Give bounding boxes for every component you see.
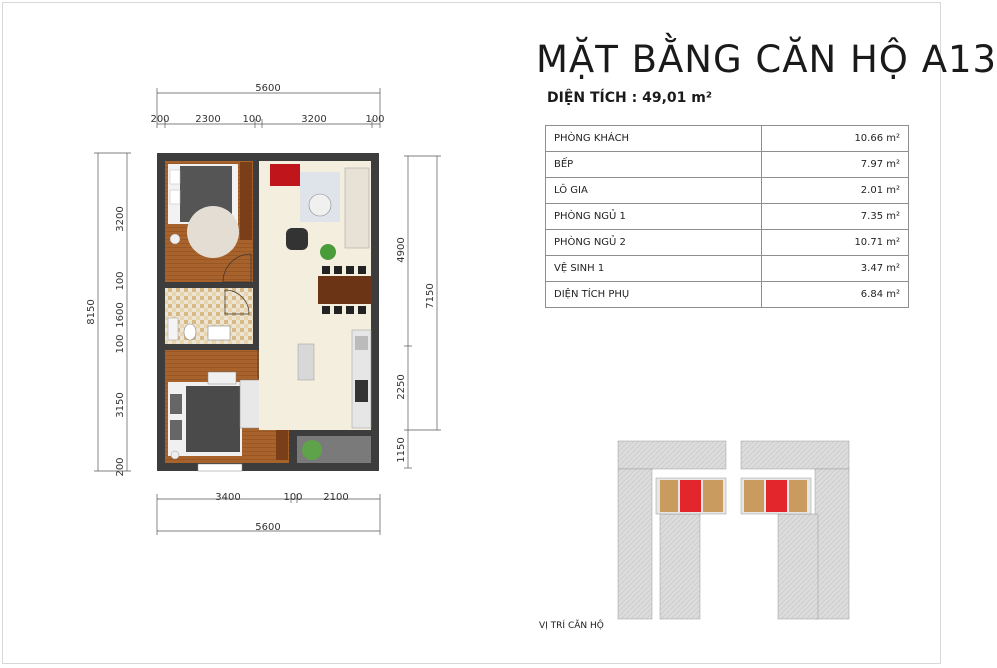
room-name: PHÒNG NGỦ 2 xyxy=(546,230,762,256)
coffee-table xyxy=(309,194,331,216)
neighbor-unit xyxy=(660,480,678,512)
plant xyxy=(320,244,336,260)
cooktop xyxy=(355,380,368,402)
dim-right-part: 1150 xyxy=(396,437,407,463)
dim-left-part: 200 xyxy=(115,457,126,477)
room-name: LÔ GIA xyxy=(546,178,762,204)
room-name: PHÒNG KHÁCH xyxy=(546,126,762,152)
dim-bottom-total: 5600 xyxy=(255,522,281,533)
pillow xyxy=(170,394,182,414)
toilet xyxy=(184,324,196,340)
dim-right-part: 2250 xyxy=(396,374,407,400)
dining-table xyxy=(318,276,372,304)
nightstand-lamp xyxy=(171,451,179,459)
highlighted-unit xyxy=(766,480,787,512)
room-area: 7.35 m² xyxy=(762,204,909,230)
dim-right-total: 7150 xyxy=(425,283,436,309)
room-name: BẾP xyxy=(546,152,762,178)
round-rug xyxy=(187,206,239,258)
location-key-plan xyxy=(618,441,849,619)
bench xyxy=(208,372,236,384)
room-name: VỆ SINH 1 xyxy=(546,256,762,282)
dim-left-part: 100 xyxy=(115,271,126,291)
room-area: 7.97 m² xyxy=(762,152,909,178)
room-name: DIỆN TÍCH PHỤ xyxy=(546,282,762,308)
neighbor-unit xyxy=(789,480,807,512)
page-title: MẶT BẰNG CĂN HỘ A13 xyxy=(536,38,997,81)
dim-left-part: 1600 xyxy=(115,302,126,328)
dining-chair xyxy=(358,266,366,274)
dining-chair xyxy=(334,306,342,314)
dining-chair xyxy=(346,266,354,274)
dim-bottom-part: 100 xyxy=(283,492,303,503)
neighbor-unit xyxy=(703,480,723,512)
sofa xyxy=(345,168,369,248)
sink xyxy=(208,326,230,340)
nightstand-lamp xyxy=(170,234,180,244)
top-dimension-lines xyxy=(157,88,380,128)
dining-chair xyxy=(358,306,366,314)
pillow xyxy=(170,190,180,204)
room-area: 2.01 m² xyxy=(762,178,909,204)
dim-top-part: 2300 xyxy=(195,114,221,125)
dim-left-total: 8150 xyxy=(86,299,97,325)
dim-top-total: 5600 xyxy=(255,83,281,94)
highlighted-unit xyxy=(680,480,701,512)
kitchen-sink xyxy=(355,336,368,350)
room-name: PHÒNG NGỦ 1 xyxy=(546,204,762,230)
room-area: 10.71 m² xyxy=(762,230,909,256)
room-area: 10.66 m² xyxy=(762,126,909,152)
dim-top-part: 100 xyxy=(365,114,385,125)
right-dimension-lines xyxy=(404,156,441,468)
room-area: 6.84 m² xyxy=(762,282,909,308)
dining-chair xyxy=(322,266,330,274)
dim-top-part: 200 xyxy=(150,114,170,125)
location-label: VỊ TRÍ CĂN HỘ xyxy=(539,621,604,631)
dim-left-part: 3150 xyxy=(115,392,126,418)
total-area: DIỆN TÍCH : 49,01 m² xyxy=(547,90,712,106)
neighbor-unit xyxy=(744,480,764,512)
dim-left-part: 100 xyxy=(115,334,126,354)
dim-right-part: 4900 xyxy=(396,237,407,263)
bed-bottom-blanket xyxy=(186,386,240,452)
dining-chair xyxy=(322,306,330,314)
dim-left-part: 3200 xyxy=(115,206,126,232)
dining-chair xyxy=(346,306,354,314)
room-area: 3.47 m² xyxy=(762,256,909,282)
dim-top-part: 3200 xyxy=(301,114,327,125)
dining-chair xyxy=(334,266,342,274)
dim-bottom-part: 3400 xyxy=(215,492,241,503)
wardrobe-top xyxy=(240,162,252,240)
refrigerator xyxy=(298,344,314,380)
shower-area xyxy=(168,318,178,340)
pillow xyxy=(170,420,182,440)
dim-bottom-part: 2100 xyxy=(323,492,349,503)
red-armchair xyxy=(270,164,300,186)
pillow xyxy=(170,170,180,184)
window-bottom xyxy=(198,464,242,471)
lounge-chair xyxy=(286,228,308,250)
loggia-plant xyxy=(302,440,322,460)
dim-top-part: 100 xyxy=(242,114,262,125)
